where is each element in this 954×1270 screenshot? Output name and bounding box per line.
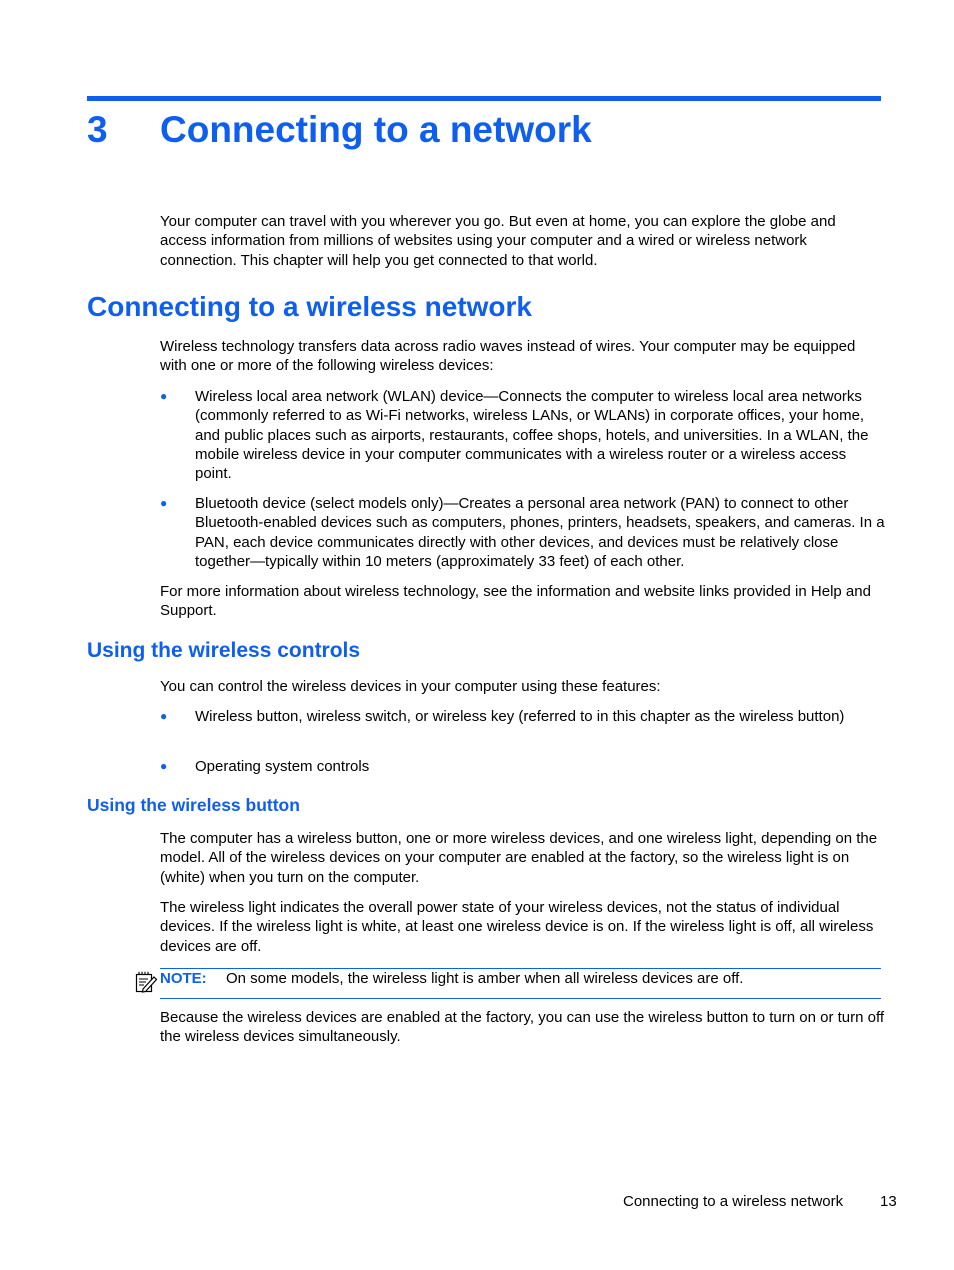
footer-section-title: Connecting to a wireless network xyxy=(623,1193,844,1210)
wireless-intro-paragraph: Wireless technology transfers data across radio waves instead of wires. Your computer may be equipped with one or more of the following wireless devices: xyxy=(160,338,856,375)
bullet-icon: ● xyxy=(160,389,168,403)
list-item-text: Wireless button, wireless switch, or wireless key (referred to in this chapter as the wireless button) xyxy=(195,708,845,725)
note-label: NOTE: xyxy=(160,970,207,987)
list-item xyxy=(160,387,885,483)
section-heading-controls: Using the wireless controls xyxy=(87,639,361,662)
button-paragraph-1: The computer has a wireless button, one or more wireless devices, and one wireless light, depending on the model. All of the wireless devices on your computer are enabled at the factory, so the wireless light is on (white) when you turn on the computer. xyxy=(160,830,878,886)
list-item xyxy=(160,757,885,776)
footer-page-number: 13 xyxy=(880,1193,897,1210)
chapter-title-text: Connecting to a network xyxy=(160,109,592,150)
section-heading-wireless: Connecting to a wireless network xyxy=(87,291,532,322)
bullet-icon: ● xyxy=(160,496,168,510)
intro-paragraph: Your computer can travel with you wherever you go. But even at home, you can explore the globe and access information from millions of websites using your computer and a wired or wireless network connection. This chapter will help you get connected to that world. xyxy=(160,213,836,269)
list-item xyxy=(160,707,885,726)
button-paragraph-3: Because the wireless devices are enabled at the factory, you can use the wireless button to turn on or turn off the wireless devices simultaneously. xyxy=(160,1009,885,1046)
chapter-rule xyxy=(87,96,881,101)
chapter-number: 3 xyxy=(87,109,108,150)
wireless-outro-paragraph: For more information about wireless technology, see the information and website links provided in Help and Support. xyxy=(160,583,871,620)
controls-intro-paragraph: You can control the wireless devices in your computer using these features: xyxy=(160,678,661,695)
section-heading-button: Using the wireless button xyxy=(87,795,300,815)
note-pencil-icon xyxy=(134,970,158,994)
list-item-text: Operating system controls xyxy=(195,758,370,775)
note-box xyxy=(160,968,881,999)
list-item xyxy=(160,494,885,571)
button-paragraph-2: The wireless light indicates the overall power state of your wireless devices, not the status of individual devices. If the wireless light is white, at least one wireless device is on. If the wireless light is off, all wireless devices are off. xyxy=(160,899,874,955)
note-text: On some models, the wireless light is amber when all wireless devices are off. xyxy=(226,970,744,987)
list-item-text: Wireless local area network (WLAN) device—Connects the computer to wireless local area networks (commonly referred to as Wi-Fi networks, wireless LANs, or WLANs) in corporate offices, your home, and public places such as airports, restaurants, coffee shops, hotels, and universities. In a WLAN, the mobile wireless device in your computer communicates with a wireless router or a wireless access point. xyxy=(195,388,869,483)
chapter-title xyxy=(87,106,592,154)
bullet-icon: ● xyxy=(160,709,168,723)
list-item-text: Bluetooth device (select models only)—Creates a personal area network (PAN) to connect to other Bluetooth-enabled devices such as computers, phones, printers, headsets, speakers, and cameras. In a PAN, each device communicates directly with other devices, and devices must be relatively close together—typically within 10 meters (approximately 33 feet) of each other. xyxy=(195,495,885,570)
bullet-icon: ● xyxy=(160,759,168,773)
